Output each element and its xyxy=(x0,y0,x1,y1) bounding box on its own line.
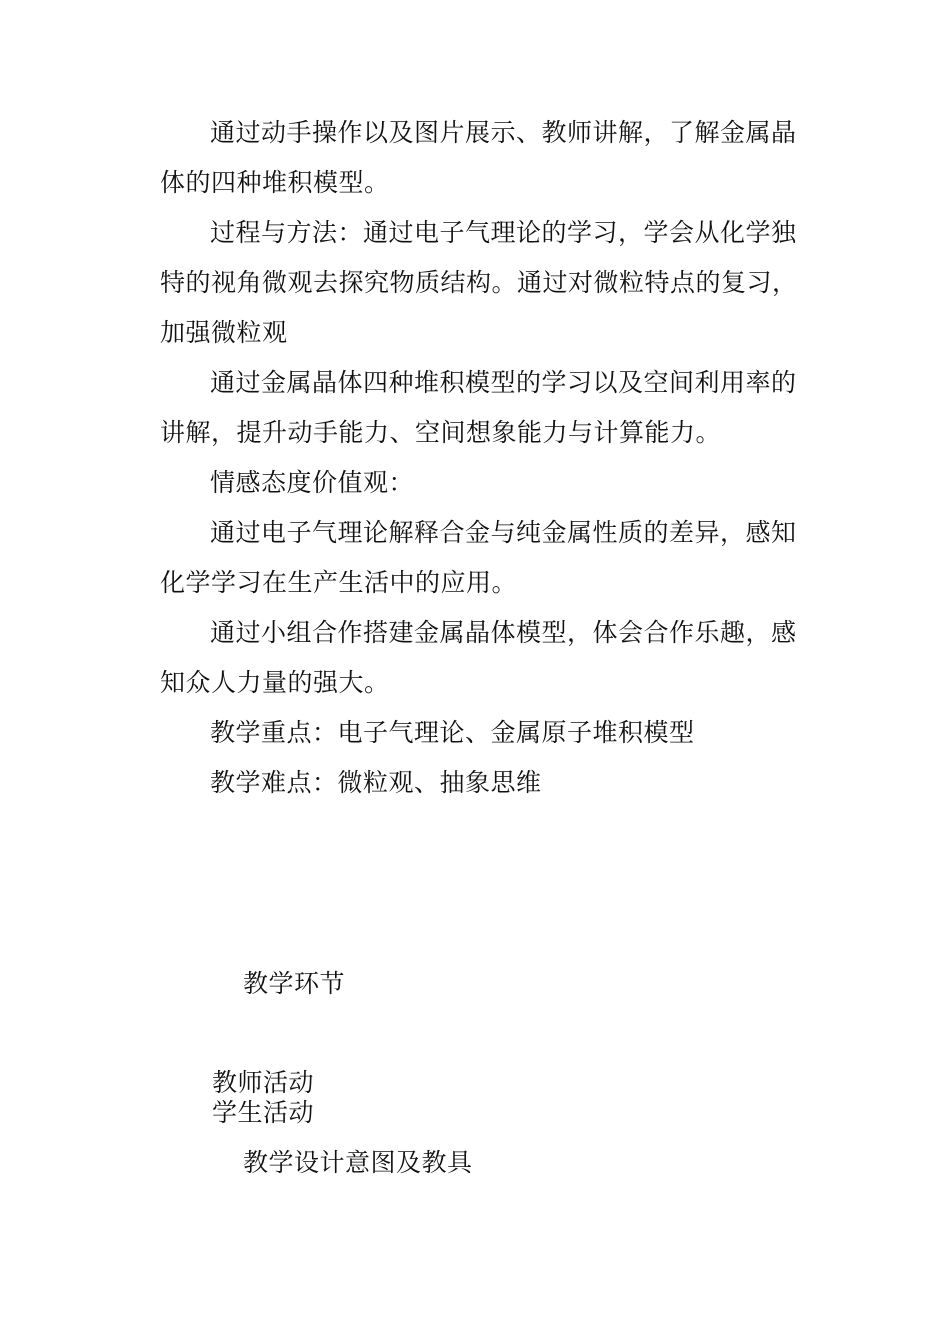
paragraph-process-method: 过程与方法：通过电子气理论的学习，学会从化学独特的视角微观去探究物质结构。通过对微粒特点的复习，加强微粒观 xyxy=(160,218,798,347)
paragraph-teaching-key-points: 教学重点：电子气理论、金属原子堆积模型 xyxy=(210,718,695,747)
paragraph-knowledge-goal: 通过动手操作以及图片展示、教师讲解，了解金属晶体的四种堆积模型。 xyxy=(160,118,797,197)
table-header-section: 教学环节 xyxy=(243,969,346,998)
paragraph-teaching-difficulties: 教学难点：微粒观、抽象思维 xyxy=(210,768,542,797)
paragraph-ability-goal: 通过金属晶体四种堆积模型的学习以及空间利用率的讲解，提升动手能力、空间想象能力与计算能力。 xyxy=(160,368,797,447)
table-header-teacher-activity: 教师活动 xyxy=(212,1068,315,1097)
paragraph-emotion-application: 通过电子气理论解释合金与纯金属性质的差异，感知化学学习在生产生活中的应用。 xyxy=(160,518,797,597)
paragraph-emotion-cooperation: 通过小组合作搭建金属晶体模型，体会合作乐趣，感知众人力量的强大。 xyxy=(160,618,797,697)
table-header-student-activity: 学生活动 xyxy=(212,1098,315,1127)
paragraph-emotion-heading: 情感态度价值观： xyxy=(210,468,415,497)
table-header-design-intent: 教学设计意图及教具 xyxy=(243,1148,473,1177)
